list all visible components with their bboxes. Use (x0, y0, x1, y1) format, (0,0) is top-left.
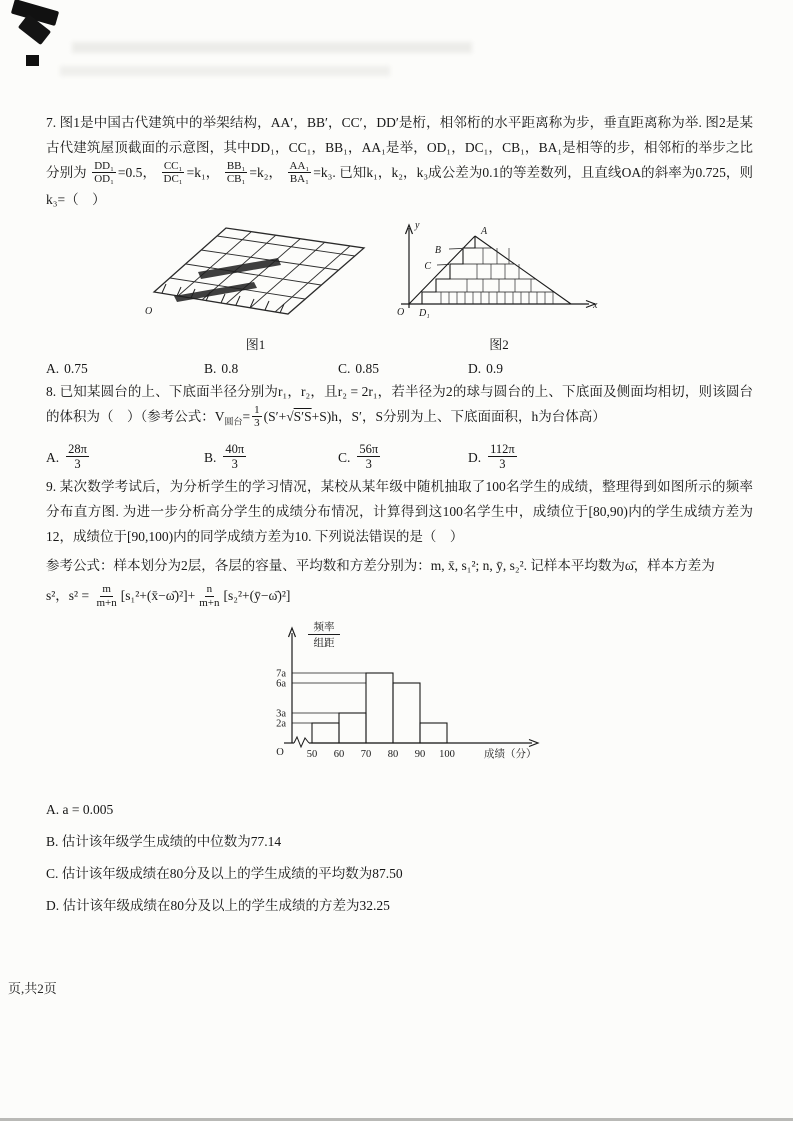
denominator: 3 (74, 457, 81, 472)
q7-eq-4: =k₃. (313, 165, 336, 180)
denominator: 3 (365, 457, 372, 472)
option-label: B. (204, 361, 217, 377)
q7-eq-2: =k₁， (186, 165, 220, 180)
option-8-a (46, 443, 204, 473)
figure-2-origin-label: O (397, 307, 405, 319)
option-9-b (46, 830, 753, 850)
question-9-options (46, 802, 753, 914)
denominator: CB₁ (226, 173, 246, 186)
frequency-histogram (232, 615, 572, 765)
question-9-reference-intro: 参考公式：样本划分为2层，各层的容量、平均数和方差分别为：m, x̄, s₁²; n, ȳ, s₂². 记样本平均数为ω̄，样本方差为 (46, 558, 715, 574)
denominator: OD₁ (94, 173, 114, 186)
denominator: 3 (499, 457, 506, 472)
option-8-d (468, 443, 753, 473)
numerator: n (206, 583, 213, 596)
question-8-stem (46, 379, 753, 435)
q8-sqrt-argument: S′S (293, 409, 312, 425)
option-value: 0.8 (221, 361, 239, 377)
q8-text-b1: (S′+√ (263, 409, 294, 425)
svg-text:50: 50 (306, 748, 318, 760)
option-label: D. (468, 361, 482, 377)
figure-2-y-axis-label: y (415, 220, 420, 232)
option-label: B. (204, 449, 217, 465)
option-label: B. (46, 833, 59, 849)
figure-2-b-label: B (434, 245, 441, 257)
option-label: C. (46, 865, 59, 881)
page-footer: 页,共2页 (8, 981, 57, 996)
option-text: 估计该年级成绩在80分及以上的学生成绩的方差为32.25 (62, 897, 390, 913)
option-7-a (46, 361, 204, 377)
q7-fraction-aa1-ba1 (288, 160, 312, 186)
svg-text:90: 90 (414, 748, 426, 760)
svg-text:6a: 6a (276, 678, 286, 690)
numerator: 40π (225, 441, 245, 456)
numerator: AA₁ (289, 159, 310, 172)
denominator: DC₁ (163, 173, 183, 186)
page-bleedthrough (72, 42, 472, 53)
formula-mid: [s₁²+(x̄−ω̄)²]+ (120, 588, 196, 604)
option-9-c (46, 862, 753, 882)
option-7-b (204, 361, 338, 377)
question-9-variance-formula (46, 582, 753, 610)
option-value: 0.75 (64, 361, 88, 377)
svg-text:3a: 3a (276, 708, 286, 720)
q8-volume-subscript: 圆台 (224, 416, 243, 427)
scan-ink-blob (26, 55, 39, 66)
svg-text:60: 60 (333, 748, 345, 760)
figure-2-c-label: C (424, 261, 431, 273)
denominator: BA₁ (289, 173, 309, 186)
svg-text:70: 70 (360, 748, 372, 760)
svg-text:O: O (276, 746, 284, 758)
svg-text:成绩（分）: 成绩（分） (484, 748, 537, 760)
figure-2-caption: 图2 (489, 337, 509, 353)
option-label: D. (468, 449, 482, 465)
numerator: CC₁ (163, 159, 183, 172)
figure-2-x-axis-label: x (593, 300, 598, 312)
denominator: m+n (199, 596, 220, 609)
option-8-b (204, 443, 338, 473)
option-text: 估计该年级学生成绩的中位数为77.14 (61, 833, 282, 849)
q8-fraction-one-third (252, 404, 262, 430)
figure-2-a-label: A (481, 226, 488, 238)
q8-text-b2: +S)h，S′，S分别为上、下底面面积，h为台体高） (311, 409, 606, 425)
svg-text:2a: 2a (276, 718, 286, 730)
numerator: 28π (68, 441, 87, 456)
option-7-c (338, 361, 468, 377)
option-8-c (338, 443, 468, 473)
numerator: m (102, 583, 111, 596)
question-9-stem: 9. 某次数学考试后，为分析学生的学习情况，某校从某年级中随机抽取了100名学生的成绩，整理得到如图所示的频率分布直方图. 为进一步分析高分学生的成绩分布情况，计算得到这100名学生中，成绩位于[80,90)内的学生成绩方差为12，成绩位于[90,100)内的同学成绩方差为10. 下列说法错误的是（ ） (46, 479, 753, 545)
page-bleedthrough (60, 66, 390, 76)
svg-text:组距: 组距 (313, 637, 335, 649)
option-label: A. (46, 801, 60, 817)
figure-1-caption: 图1 (245, 337, 266, 353)
option-text: a = 0.005 (62, 801, 114, 817)
option-fraction (488, 442, 517, 472)
q7-fraction-dd1-od1 (92, 160, 116, 186)
numerator: 112π (490, 441, 515, 456)
option-9-d (46, 894, 753, 914)
figure-2 (389, 216, 609, 353)
q7-eq-3: =k₂， (249, 165, 283, 180)
question-7-options (46, 361, 753, 377)
formula-fraction-n (197, 583, 221, 609)
numerator: DD₁ (94, 159, 114, 172)
option-value: 0.85 (355, 361, 380, 377)
question-8-options (46, 443, 753, 473)
frequency-histogram-block (232, 615, 753, 770)
question-7-stem (46, 110, 753, 212)
figure-1-origin-label: O (145, 306, 153, 318)
formula-fraction-m (94, 583, 118, 609)
option-label: A. (46, 361, 60, 377)
denominator: 3 (254, 417, 260, 430)
q8-text-a: 8. 已知某圆台的上、下底面半径分别为r₁，r₂，且r₂ = 2r₁，若半径为2的球与圆台的上、下底面及侧面均相切，则该圆台的体积为（ ）（参考公式：V (46, 384, 753, 425)
figure-1-roof-frame-drawing (138, 216, 373, 328)
option-label: A. (46, 449, 60, 465)
svg-text:100: 100 (439, 748, 455, 760)
option-9-a (46, 802, 753, 818)
option-7-d (468, 361, 753, 377)
svg-text:7a: 7a (276, 668, 286, 680)
numerator: 1 (254, 403, 260, 416)
option-value: 0.9 (486, 361, 503, 377)
option-label: D. (46, 897, 60, 913)
option-text: 估计该年级成绩在80分及以上的学生成绩的平均数为87.50 (61, 865, 403, 881)
q8-equals: = (242, 409, 251, 425)
formula-lhs: s²，s² = (46, 588, 90, 604)
option-label: C. (338, 449, 351, 465)
denominator: 3 (231, 457, 238, 472)
figure-1 (138, 216, 373, 353)
option-fraction (223, 442, 246, 472)
figure-2-roof-section-diagram (389, 216, 609, 328)
option-label: C. (338, 361, 351, 377)
question-7-figures (138, 216, 753, 353)
svg-text:频率: 频率 (313, 621, 335, 633)
numerator: 56π (359, 441, 379, 456)
q7-eq-1: =0.5， (117, 165, 157, 180)
figure-2-d1-label: D₁ (419, 308, 430, 320)
q7-fraction-bb1-cb1 (225, 160, 248, 186)
q7-fraction-cc1-dc1 (162, 160, 185, 186)
denominator: m+n (96, 596, 117, 609)
option-fraction (357, 442, 380, 472)
q7-text-a: 7. 图1是中国古代建筑中的举架结构，AA′，BB′，CC′，DD′是桁，相邻桁的水平距离称为步，垂直距离称为举. 图2是某古代建筑屋顶截面的示意图，其中DD₁，CC₁，BB₁，AA₁是举，OD₁，DC₁，CB₁，BA₁是相等的步，相邻桁的举步之比分别为 (46, 115, 753, 180)
numerator: BB₁ (226, 159, 246, 172)
q7-text-b: 已知k₁，k₂，k₃成公差为0.1的等差数列，且直线OA的斜率为0.725，则k₃=（ ） (46, 165, 753, 208)
svg-text:80: 80 (387, 748, 399, 760)
option-fraction (66, 442, 89, 472)
page-content (46, 110, 753, 926)
formula-tail: [s₂²+(ȳ−ω̄)²] (223, 588, 291, 604)
